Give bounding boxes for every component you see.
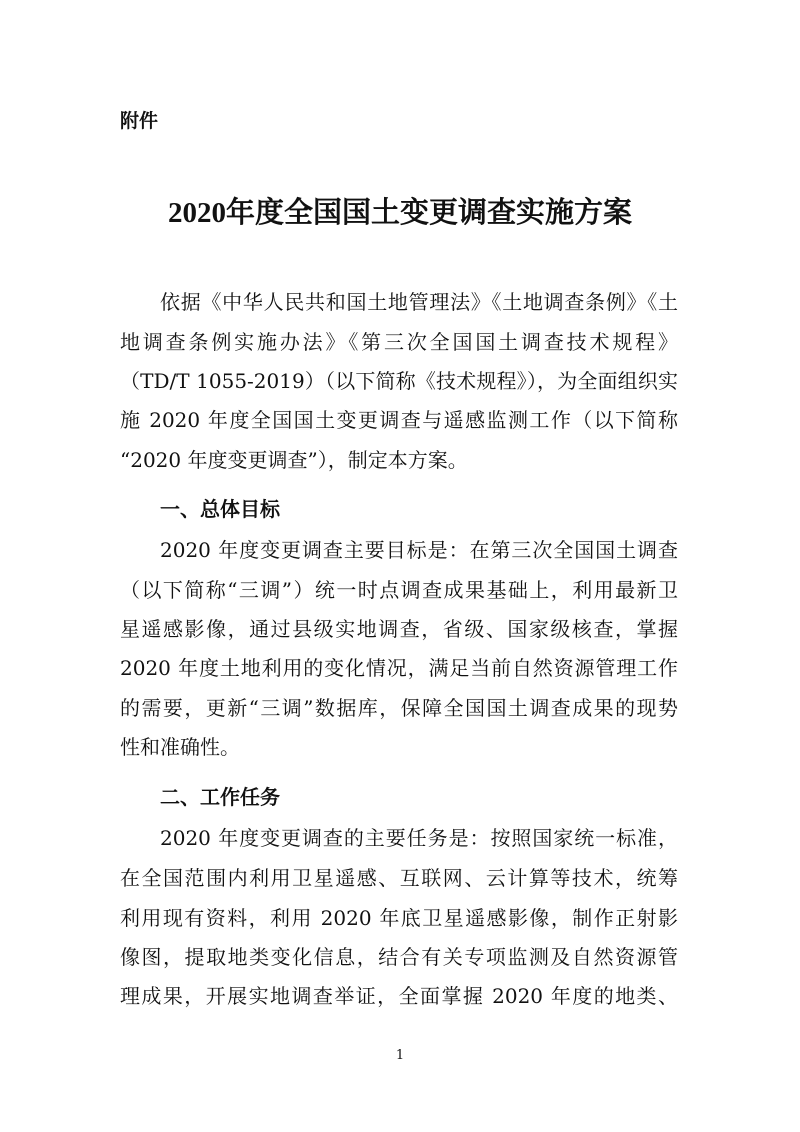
- text-line: 像图，提取地类变化信息，结合有关专项监测及自然资源管: [120, 945, 678, 969]
- attachment-label: 附件: [120, 110, 159, 132]
- text-line: 性和准确性。: [120, 735, 240, 759]
- text-line: 2020 年度变更调查的主要任务是：按照国家统一标准，: [160, 826, 678, 850]
- document-title: 2020年度全国国土变更调查实施方案: [167, 197, 632, 229]
- section-heading-tasks: 二、工作任务: [160, 785, 280, 809]
- text-line: 地调查条例实施办法》《第三次全国国土调查技术规程》: [120, 330, 678, 354]
- text-line: 依据《中华人民共和国土地管理法》《土地调查条例》《土: [160, 290, 678, 314]
- section-heading-goals: 一、总体目标: [160, 497, 280, 521]
- text-line: 星遥感影像，通过县级实地调查，省级、国家级核查，掌握: [120, 617, 678, 641]
- text-line: 2020 年度变更调查主要目标是：在第三次全国国土调查: [160, 538, 678, 562]
- text-line: 理成果，开展实地调查举证，全面掌握 2020 年度的地类、: [120, 984, 678, 1008]
- text-line: “2020 年度变更调查”），制定本方案。: [120, 448, 468, 472]
- text-line: （以下简称“三调”）统一时点调查成果基础上，利用最新卫: [120, 578, 678, 602]
- text-line: 的需要，更新“三调”数据库，保障全国国土调查成果的现势: [120, 696, 678, 720]
- text-line: 在全国范围内利用卫星遥感、互联网、云计算等技术，统筹: [120, 866, 678, 890]
- page-number: 1: [395, 1048, 405, 1063]
- text-line: 施 2020 年度全国国土变更调查与遥感监测工作（以下简称: [120, 408, 678, 432]
- text-line: 利用现有资料，利用 2020 年底卫星遥感影像，制作正射影: [120, 906, 678, 930]
- text-line: 2020 年度土地利用的变化情况，满足当前自然资源管理工作: [120, 656, 678, 680]
- text-line: （TD/T 1055-2019）（以下简称《技术规程》），为全面组织实: [120, 369, 678, 393]
